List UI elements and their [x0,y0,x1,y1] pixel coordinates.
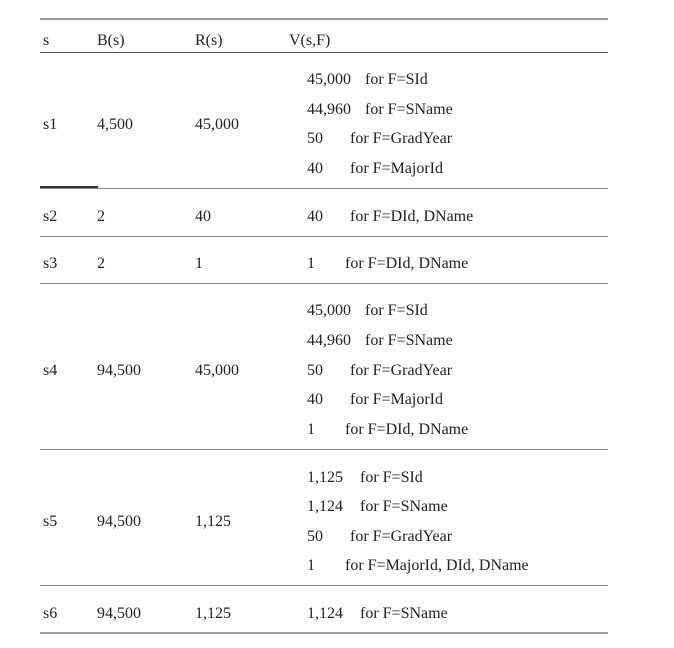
row-s3-s: s3 [43,255,58,272]
row-rule-1-mark [40,186,98,188]
header-r: R(s) [195,32,223,49]
v-value: 1,124 [307,498,343,515]
v-for: for F=SName [360,498,448,515]
row-s6-b: 94,500 [97,605,141,622]
row-s4-v1 [307,301,428,321]
row-s4-v3 [307,361,452,381]
row-rule-5 [40,585,608,586]
v-for: for F=SName [365,332,453,349]
v-value: 1,124 [307,605,343,622]
row-s5-v1 [307,468,423,488]
v-value: 50 [307,130,323,147]
v-value: 50 [307,362,323,379]
v-value: 40 [307,208,323,225]
v-for: for F=SId [360,469,423,486]
row-s4-s: s4 [43,362,58,379]
row-s2-b: 2 [97,208,105,225]
row-s6-s: s6 [43,605,58,622]
row-s1-v2 [307,100,453,120]
row-s1-s: s1 [43,116,58,133]
table-bottom-rule [40,632,608,634]
row-s2-v1 [307,207,473,227]
v-value: 1,125 [307,469,343,486]
v-for: for F=DId, DName [350,208,474,225]
row-s5-b: 94,500 [97,513,141,530]
row-s5-v4 [307,556,529,576]
v-for: for F=GradYear [350,362,453,379]
row-s1-v1 [307,70,428,90]
v-for: for F=SName [360,605,448,622]
v-for: for F=MajorId, DId, DName [345,557,529,574]
row-s2-s: s2 [43,208,58,225]
v-value: 40 [307,391,323,408]
v-for: for F=SName [365,101,453,118]
row-s4-v4 [307,390,443,410]
row-s6-v1 [307,604,448,624]
v-value: 45,000 [307,302,351,319]
v-value: 1 [307,557,315,574]
row-s1-v4 [307,159,443,179]
row-s4-v2 [307,331,453,351]
row-s3-r: 1 [195,255,203,272]
row-rule-3 [40,283,608,284]
v-value: 44,960 [307,101,351,118]
v-value: 1 [307,421,315,438]
row-s1-r: 45,000 [195,116,239,133]
v-value: 50 [307,528,323,545]
header-b: B(s) [97,32,125,49]
row-s6-r: 1,125 [195,605,231,622]
header-s: s [43,32,50,49]
row-rule-4 [40,449,608,450]
row-s1-v3 [307,129,452,149]
row-rule-2 [40,236,608,237]
row-s5-s: s5 [43,513,58,530]
header-rule [40,52,608,53]
v-value: 44,960 [307,332,351,349]
row-s5-r: 1,125 [195,513,231,530]
v-for: for F=SId [365,302,428,319]
row-s5-v2 [307,497,448,517]
v-value: 45,000 [307,71,351,88]
v-value: 40 [307,160,323,177]
v-for: for F=DId, DName [345,255,469,272]
row-s2-r: 40 [195,208,211,225]
table-top-rule [40,18,608,20]
v-for: for F=GradYear [350,130,453,147]
row-s3-v1 [307,254,468,274]
row-s4-r: 45,000 [195,362,239,379]
row-s4-b: 94,500 [97,362,141,379]
row-s5-v3 [307,527,452,547]
header-v: V(s,F) [289,32,331,49]
v-for: for F=MajorId [350,391,444,408]
row-s1-b: 4,500 [97,116,133,133]
v-for: for F=DId, DName [345,421,469,438]
v-for: for F=MajorId [350,160,444,177]
row-s3-b: 2 [97,255,105,272]
v-value: 1 [307,255,315,272]
v-for: for F=SId [365,71,428,88]
v-for: for F=GradYear [350,528,453,545]
row-rule-1 [40,188,608,189]
row-s4-v5 [307,420,468,440]
